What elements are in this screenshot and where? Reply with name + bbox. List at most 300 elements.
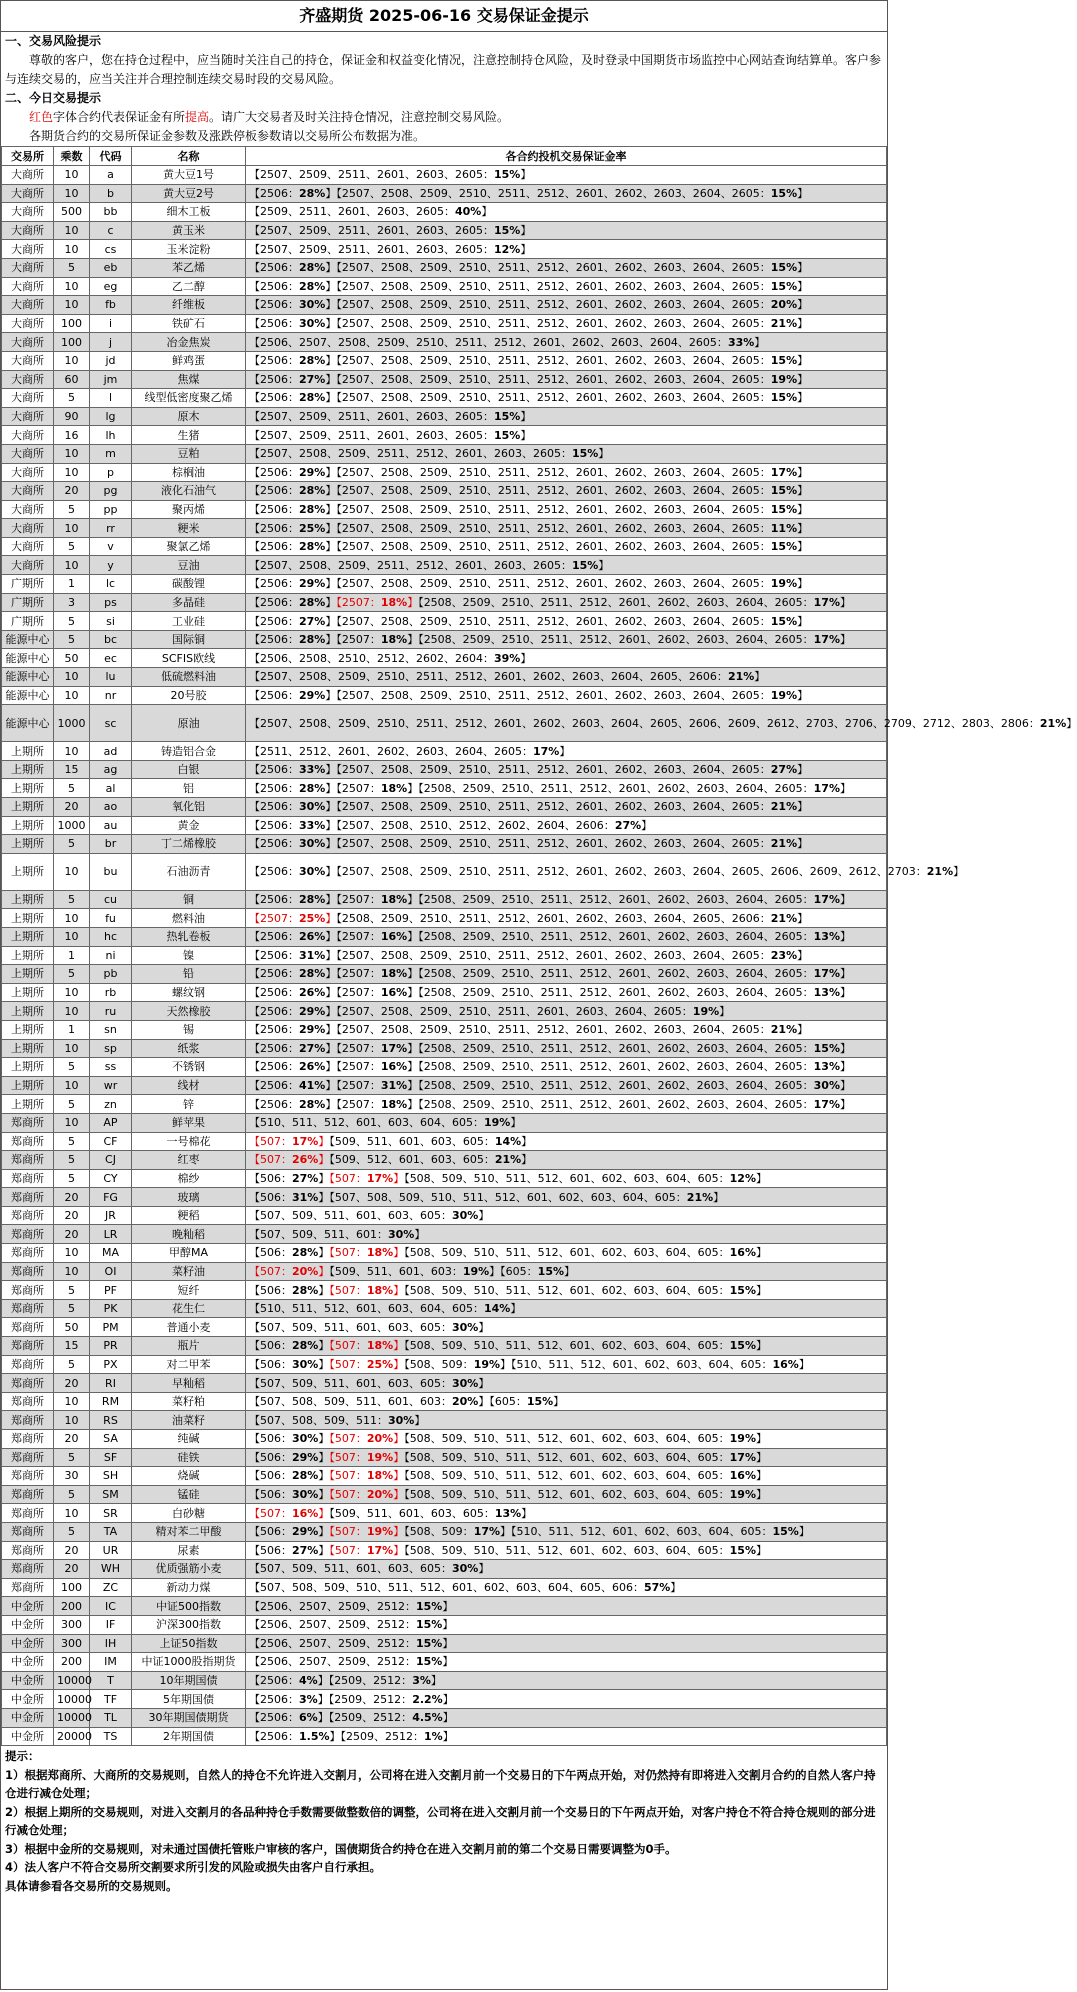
cell-name: 玉米淀粉 — [132, 240, 246, 259]
rate-segment: 【2508、2509、2510、2511、2512、2601、2602、2603、2604、2605：17%】 — [418, 781, 851, 795]
margin-rate-value: 2.2% — [412, 1692, 443, 1706]
contract-months: 2509、2512： — [346, 1729, 425, 1743]
cell-code: jm — [90, 370, 132, 389]
cell-multiplier: 50 — [54, 1318, 90, 1337]
cell-code: TF — [90, 1690, 132, 1709]
cell-name: 中证1000股指期货 — [132, 1653, 246, 1672]
col-header-multiplier: 乘数 — [54, 147, 90, 166]
contract-months: 506： — [260, 1432, 292, 1446]
table-row — [2, 1095, 887, 1114]
cell-margin-rate — [246, 1281, 887, 1300]
margin-rate-value: 13% — [813, 986, 840, 1000]
margin-rate-value: 19% — [366, 1525, 394, 1539]
rate-segment: 【2507：18%】 — [336, 893, 419, 907]
cell-exchange: 大商所 — [2, 463, 54, 482]
table-row — [2, 1597, 887, 1616]
cell-code: RM — [90, 1392, 132, 1411]
rate-segment: 【2506：30%】 — [249, 298, 337, 312]
cell-margin-rate — [246, 1020, 887, 1039]
cell-margin-rate — [246, 351, 887, 370]
cell-name: 纸浆 — [132, 1039, 246, 1058]
cell-multiplier: 10 — [54, 1002, 90, 1021]
margin-rate-value: 15% — [493, 224, 521, 238]
cell-code: IC — [90, 1597, 132, 1616]
cell-margin-rate — [246, 556, 887, 575]
contract-months: 2507： — [260, 911, 299, 925]
margin-rate-value: 28% — [299, 502, 326, 516]
rate-segment: 【2506、2507、2508、2509、2510、2511、2512、2601、2602、2603、2604、2605：33%】 — [249, 335, 766, 349]
rate-segment: 【508、509、510、511、512、601、602、603、604、605：15%】 — [404, 1283, 767, 1297]
contract-months: 2507： — [341, 893, 381, 907]
cell-name: 豆粕 — [132, 444, 246, 463]
table-row — [2, 1299, 887, 1318]
cell-exchange: 中金所 — [2, 1671, 54, 1690]
cell-margin-rate — [246, 1151, 887, 1170]
contract-months: 507、509、511、601、603、605： — [260, 1320, 452, 1334]
contract-months: 508、509、510、511、512、601、602、603、604、605： — [409, 1469, 730, 1483]
contract-months: 508、509、510、511、512、601、602、603、604、605： — [409, 1171, 730, 1185]
table-row — [2, 1392, 887, 1411]
rate-segment: 【2508、2509、2510、2511、2512、2601、2602、2603、2604、2605：13%】 — [418, 930, 851, 944]
margin-rate-value: 28% — [299, 1097, 326, 1111]
rate-segment: 【507、508、509、510、511、512、601、602、603、604、605、606：57%】 — [249, 1581, 682, 1595]
cell-margin-rate — [246, 389, 887, 408]
cell-exchange: 大商所 — [2, 258, 54, 277]
rate-segment: 【605：15%】 — [500, 1264, 576, 1278]
cell-margin-rate — [246, 1522, 887, 1541]
cell-exchange: 郑商所 — [2, 1374, 54, 1393]
rate-segment: 【2507、2509、2511、2601、2603、2605：12%】 — [249, 242, 532, 256]
cell-margin-rate — [246, 1448, 887, 1467]
margin-rate-value: 15% — [415, 1618, 443, 1632]
margin-rate-value: 18% — [380, 595, 408, 609]
rate-segment: 【510、511、512、601、602、603、604、605：15%】 — [511, 1525, 810, 1539]
rate-segment: 【2508、2509、2510、2511、2512、2601、2602、2603、2604、2605：17%】 — [418, 633, 851, 647]
cell-multiplier: 10000 — [54, 1708, 90, 1727]
contract-months: 2506： — [260, 763, 299, 777]
margin-rate-value: 17% — [532, 744, 560, 758]
contract-months: 2507、2508、2509、2511、2512、2601、2603、2605： — [260, 447, 572, 461]
rate-segment: 【2508、2509、2510、2511、2512、2601、2602、2603、2604、2605、2606：21%】 — [336, 911, 809, 925]
table-row — [2, 760, 887, 779]
margin-rate-value: 30% — [813, 1079, 840, 1093]
cell-code: eb — [90, 258, 132, 277]
table-row — [2, 1411, 887, 1430]
contract-months: 507： — [260, 1506, 292, 1520]
cell-exchange: 大商所 — [2, 184, 54, 203]
note-item: 1）根据郑商所、大商所的交易规则，自然人的持仓不允许进入交割月，公司将在进入交割月前一个交易日的下午两点开始，对仍然持有即将进入交割月合约的自然人客户持仓进行减仓处理； — [5, 1767, 876, 1801]
rate-segment: 【2506：33%】 — [249, 818, 337, 832]
rate-segment: 【508、509、510、511、512、601、602、603、604、605：19%】 — [404, 1488, 767, 1502]
margin-rate-value: 15% — [415, 1599, 443, 1613]
cell-multiplier: 5 — [54, 965, 90, 984]
margin-rate-value: 17% — [813, 595, 840, 609]
cell-margin-rate — [246, 1392, 887, 1411]
contract-months: 2508、2509、2510、2511、2512、2601、2602、2603、2604、2605： — [423, 595, 814, 609]
table-row — [2, 258, 887, 277]
table-row — [2, 983, 887, 1002]
cell-exchange: 大商所 — [2, 482, 54, 501]
table-row — [2, 1615, 887, 1634]
rate-segment: 【2509、2512：1%】 — [340, 1729, 454, 1743]
cell-margin-rate — [246, 314, 887, 333]
cell-exchange: 郑商所 — [2, 1411, 54, 1430]
cell-name: 低硫燃料油 — [132, 668, 246, 687]
margin-rate-value: 30% — [451, 1562, 479, 1576]
cell-margin-rate — [246, 296, 887, 315]
cell-name: 黄玉米 — [132, 221, 246, 240]
table-row — [2, 909, 887, 928]
contract-months: 605： — [505, 1264, 538, 1278]
cell-margin-rate — [246, 1504, 887, 1523]
rate-segment: 【2506：30%】 — [249, 317, 337, 331]
margin-rate-value: 28% — [299, 354, 326, 368]
margin-rate-value: 15% — [493, 168, 521, 182]
table-row — [2, 1151, 887, 1170]
margin-rate-value: 25% — [299, 911, 326, 925]
contract-months: 2507、2508、2509、2510、2511、2512、2601、2602、2603、2604、2605： — [341, 465, 771, 479]
cell-name: 沪深300指数 — [132, 1615, 246, 1634]
margin-rate-value: 18% — [380, 967, 408, 981]
table-row — [2, 463, 887, 482]
cell-name: 优质强筋小麦 — [132, 1560, 246, 1579]
contract-months: 2506： — [260, 521, 299, 535]
cell-exchange: 郑商所 — [2, 1560, 54, 1579]
contract-months: 2511、2512、2601、2602、2603、2604、2605： — [260, 744, 533, 758]
rate-segment: 【2506：6%】 — [249, 1711, 329, 1725]
cell-code: si — [90, 612, 132, 631]
margin-rate-value: 16% — [380, 930, 408, 944]
contract-months: 2507： — [341, 967, 381, 981]
cell-exchange: 上期所 — [2, 1039, 54, 1058]
rate-segment: 【2506：28%】 — [249, 502, 337, 516]
contract-months: 507： — [334, 1450, 367, 1464]
cell-code: rr — [90, 519, 132, 538]
cell-margin-rate — [246, 258, 887, 277]
rate-segment: 【507、509、511、601：30%】 — [249, 1227, 426, 1241]
rate-segment: 【2506：28%】 — [249, 595, 337, 609]
contract-months: 2506： — [260, 298, 299, 312]
cell-margin-rate — [246, 1355, 887, 1374]
cell-name: 精对苯二甲酸 — [132, 1522, 246, 1541]
table-row — [2, 407, 887, 426]
contract-months: 2507、2508、2509、2510、2511、2512、2601、2602、2603、2604、2605： — [341, 317, 771, 331]
rate-segment: 【2509、2512：3%】 — [328, 1674, 442, 1688]
margin-rate-value: 15% — [770, 261, 798, 275]
margin-rate-value: 15% — [770, 502, 798, 516]
rate-segment: 【507：19%】 — [329, 1525, 405, 1539]
contract-months: 2507： — [341, 781, 381, 795]
rate-segment: 【2507、2508、2510、2512、2602、2604、2606：27%】 — [336, 818, 653, 832]
rate-segment: 【2506：28%】 — [249, 967, 337, 981]
rate-segment: 【2507、2508、2509、2510、2511、2512、2601、2602、2603、2604、2605：15%】 — [336, 540, 809, 554]
cell-exchange: 能源中心 — [2, 649, 54, 668]
contract-months: 2507、2509、2511、2601、2603、2605： — [260, 242, 494, 256]
cell-exchange: 大商所 — [2, 537, 54, 556]
cell-exchange: 广期所 — [2, 593, 54, 612]
margin-rate-value: 18% — [366, 1246, 394, 1260]
cell-code: RI — [90, 1374, 132, 1393]
margin-rate-value: 28% — [299, 633, 326, 647]
cell-code: ec — [90, 649, 132, 668]
cell-code: ss — [90, 1058, 132, 1077]
cell-name: 菜籽油 — [132, 1262, 246, 1281]
table-row — [2, 1281, 887, 1300]
cell-code: T — [90, 1671, 132, 1690]
cell-margin-rate — [246, 1374, 887, 1393]
rate-segment: 【2507、2509、2511、2601、2603、2605：15%】 — [249, 168, 532, 182]
cell-multiplier: 1000 — [54, 705, 90, 742]
rate-segment: 【2507：18%】 — [336, 967, 419, 981]
margin-rate-value: 39% — [493, 651, 521, 665]
cell-name: 粳稻 — [132, 1206, 246, 1225]
cell-multiplier: 10 — [54, 1244, 90, 1263]
margin-rate-value: 20% — [366, 1488, 394, 1502]
margin-rate-value: 26% — [299, 930, 326, 944]
cell-multiplier: 5 — [54, 835, 90, 854]
margin-rate-value: 27% — [770, 763, 798, 777]
margin-rate-value: 18% — [380, 1097, 408, 1111]
margin-rate-value: 33% — [299, 818, 326, 832]
margin-rate-value: 14% — [483, 1302, 511, 1316]
table-row — [2, 1690, 887, 1709]
margin-rate-value: 27% — [299, 372, 326, 386]
margin-rate-value: 17% — [770, 465, 798, 479]
rate-segment: 【2507、2508、2509、2510、2511、2512、2601、2602、2603、2604、2605：17%】 — [336, 465, 809, 479]
table-row — [2, 649, 887, 668]
cell-code: nr — [90, 686, 132, 705]
contract-months: 507： — [334, 1525, 367, 1539]
margin-rate-value: 17% — [729, 1450, 756, 1464]
today-line-2: 各期货合约的交易所保证金参数及涨跌停板参数请以交易所公布数据为准。 — [29, 129, 426, 143]
table-row — [2, 853, 887, 890]
table-row — [2, 630, 887, 649]
cell-code: TS — [90, 1727, 132, 1746]
table-row — [2, 1244, 887, 1263]
margin-rate-value: 21% — [727, 670, 755, 684]
margin-rate-value: 17% — [813, 633, 840, 647]
rate-segment: 【509、511、601、603：19%】 — [329, 1264, 501, 1278]
contract-months: 509、511、601、603、605： — [334, 1506, 495, 1520]
margin-rate-value: 26% — [292, 1153, 319, 1167]
cell-exchange: 中金所 — [2, 1690, 54, 1709]
risk-section — [1, 32, 887, 89]
cell-multiplier: 60 — [54, 370, 90, 389]
contract-months: 507、509、511、601： — [260, 1227, 388, 1241]
cell-name: 30年期国债期货 — [132, 1708, 246, 1727]
cell-multiplier: 10 — [54, 853, 90, 890]
contract-months: 2507、2508、2509、2510、2511、2512、2601、2602、2603、2604、2605： — [341, 948, 771, 962]
cell-exchange: 大商所 — [2, 221, 54, 240]
contract-months: 2506： — [260, 484, 299, 498]
cell-multiplier: 20 — [54, 482, 90, 501]
contract-months: 2507、2508、2509、2510、2511、2512、2601、2602、2603、2604、2605： — [341, 391, 771, 405]
cell-code: lu — [90, 668, 132, 687]
table-row — [2, 556, 887, 575]
cell-multiplier: 10000 — [54, 1671, 90, 1690]
cell-margin-rate — [246, 1690, 887, 1709]
cell-exchange: 郑商所 — [2, 1281, 54, 1300]
contract-months: 508、509、510、511、512、601、602、603、604、605： — [409, 1450, 730, 1464]
table-row — [2, 779, 887, 798]
rate-segment: 【2507、2509、2511、2601、2603、2605：15%】 — [249, 428, 532, 442]
cell-code: JR — [90, 1206, 132, 1225]
cell-code: OI — [90, 1262, 132, 1281]
contract-months: 2506： — [260, 986, 299, 1000]
contract-months: 508、509、510、511、512、601、602、603、604、605： — [409, 1432, 730, 1446]
cell-code: ni — [90, 946, 132, 965]
cell-exchange: 中金所 — [2, 1727, 54, 1746]
margin-rate-value: 12% — [729, 1171, 756, 1185]
cell-name: 花生仁 — [132, 1299, 246, 1318]
cell-name: 红枣 — [132, 1151, 246, 1170]
contract-months: 2507： — [341, 1079, 381, 1093]
cell-exchange: 上期所 — [2, 946, 54, 965]
cell-multiplier: 5 — [54, 630, 90, 649]
rate-segment: 【2507、2508、2509、2510、2511、2512、2601、2602、2603、2604、2605：15%】 — [336, 186, 809, 200]
cell-multiplier: 10 — [54, 1262, 90, 1281]
contract-months: 506： — [260, 1339, 292, 1353]
margin-rate-value: 29% — [299, 577, 326, 591]
table-row — [2, 816, 887, 835]
margin-rate-value: 17% — [380, 1041, 408, 1055]
margin-rate-value: 16% — [292, 1506, 319, 1520]
rate-segment: 【507、509、511、601、603、605：30%】 — [249, 1320, 490, 1334]
rate-segment: 【2508、2509、2510、2511、2512、2601、2602、2603、2604、2605：17%】 — [418, 1097, 851, 1111]
cell-multiplier: 300 — [54, 1615, 90, 1634]
table-row — [2, 1485, 887, 1504]
cell-code: IH — [90, 1634, 132, 1653]
table-row — [2, 1206, 887, 1225]
cell-margin-rate — [246, 779, 887, 798]
cell-exchange: 上期所 — [2, 927, 54, 946]
margin-rate-value: 28% — [292, 1246, 319, 1260]
margin-rate-value: 28% — [299, 893, 326, 907]
cell-name: 甲醇MA — [132, 1244, 246, 1263]
cell-name: 螺纹钢 — [132, 983, 246, 1002]
cell-exchange: 郑商所 — [2, 1113, 54, 1132]
cell-code: AP — [90, 1113, 132, 1132]
contract-months: 2506： — [260, 1674, 299, 1688]
cell-margin-rate — [246, 946, 887, 965]
contract-months: 2507、2508、2509、2510、2511、2512、2601、2602、2603、2604、2605： — [341, 1023, 771, 1037]
table-row — [2, 1020, 887, 1039]
margin-rate-value: 1% — [424, 1729, 443, 1743]
cell-margin-rate — [246, 816, 887, 835]
margin-rate-value: 28% — [292, 1339, 319, 1353]
margin-rate-value: 30% — [292, 1432, 319, 1446]
margin-rate-value: 33% — [727, 335, 755, 349]
rate-segment: 【2506：26%】 — [249, 1060, 337, 1074]
rate-segment: 【507、509、511、601、603、605：30%】 — [249, 1376, 490, 1390]
cell-name: 镍 — [132, 946, 246, 965]
contract-months: 2507、2508、2509、2511、2512、2601、2603、2605： — [260, 558, 572, 572]
cell-margin-rate — [246, 482, 887, 501]
table-row — [2, 296, 887, 315]
cell-name: 黄大豆2号 — [132, 184, 246, 203]
contract-months: 2506： — [260, 818, 299, 832]
cell-name: 生猪 — [132, 426, 246, 445]
margin-rate-value: 19% — [770, 372, 798, 386]
margin-rate-value: 30% — [299, 298, 326, 312]
cell-name: 工业硅 — [132, 612, 246, 631]
contract-months: 2507、2508、2509、2510、2511、2512、2601、2602、2603、2604、2605： — [341, 354, 771, 368]
contract-months: 2508、2509、2510、2511、2512、2601、2602、2603、2604、2605： — [423, 1041, 814, 1055]
cell-margin-rate — [246, 1113, 887, 1132]
contract-months: 2506： — [260, 261, 299, 275]
contract-months: 508、509、510、511、512、601、602、603、604、605： — [409, 1283, 730, 1297]
table-row — [2, 593, 887, 612]
cell-name: 10年期国债 — [132, 1671, 246, 1690]
cell-multiplier: 5 — [54, 1355, 90, 1374]
cell-margin-rate — [246, 593, 887, 612]
contract-months: 2509、2512： — [334, 1674, 413, 1688]
cell-multiplier: 5 — [54, 258, 90, 277]
margin-rate-value: 19% — [483, 1116, 511, 1130]
cell-margin-rate — [246, 1039, 887, 1058]
cell-margin-rate — [246, 575, 887, 594]
margin-rate-value: 41% — [299, 1079, 326, 1093]
cell-exchange: 大商所 — [2, 240, 54, 259]
cell-margin-rate — [246, 612, 887, 631]
rate-segment: 【2507、2508、2509、2511、2512、2601、2603、2605：15%】 — [249, 447, 610, 461]
cell-exchange: 上期所 — [2, 1002, 54, 1021]
cell-code: ZC — [90, 1578, 132, 1597]
rate-segment: 【506：27%】 — [249, 1171, 330, 1185]
cell-exchange: 大商所 — [2, 370, 54, 389]
contract-months: 508、509： — [409, 1357, 474, 1371]
cell-exchange: 郑商所 — [2, 1430, 54, 1449]
rate-segment: 【507：20%】 — [329, 1432, 405, 1446]
cell-exchange: 郑商所 — [2, 1299, 54, 1318]
table-row — [2, 798, 887, 817]
cell-name: 苯乙烯 — [132, 258, 246, 277]
cell-name: 对二甲苯 — [132, 1355, 246, 1374]
rate-segment: 【2507、2508、2509、2510、2511、2512、2601、2602、2603、2604、2605：15%】 — [336, 391, 809, 405]
cell-name: SCFIS欧线 — [132, 649, 246, 668]
cell-margin-rate — [246, 277, 887, 296]
rate-segment: 【2506：25%】 — [249, 521, 337, 535]
rate-segment: 【2506：28%】 — [249, 540, 337, 554]
contract-months: 2507、2509、2511、2601、2603、2605： — [260, 410, 494, 424]
margin-rate-value: 15% — [770, 540, 798, 554]
rate-segment: 【2507、2508、2509、2510、2511、2512、2601、2602、2603、2604、2605：19%】 — [336, 688, 809, 702]
cell-margin-rate — [246, 649, 887, 668]
cell-exchange: 上期所 — [2, 760, 54, 779]
cell-code: CY — [90, 1169, 132, 1188]
raised-keyword: 提高 — [185, 110, 210, 124]
rate-segment: 【508、509、510、511、512、601、602、603、604、605：16%】 — [404, 1469, 767, 1483]
contract-months: 2507、2508、2509、2510、2511、2512、2601、2602、2603、2604、2605、2606、2609、2612、2703： — [341, 865, 927, 879]
table-row — [2, 668, 887, 687]
rate-segment: 【2508、2509、2510、2511、2512、2601、2602、2603、2604、2605：17%】 — [418, 595, 851, 609]
contract-months: 2508、2509、2510、2511、2512、2601、2602、2603、2604、2605： — [423, 893, 814, 907]
table-header-row — [2, 147, 887, 166]
cell-margin-rate — [246, 1597, 887, 1616]
cell-name: 粳米 — [132, 519, 246, 538]
cell-multiplier: 3 — [54, 593, 90, 612]
contract-months: 2507： — [341, 930, 381, 944]
margin-rate-value: 3% — [299, 1692, 318, 1706]
rate-segment: 【2506：28%】 — [249, 633, 337, 647]
cell-exchange: 大商所 — [2, 333, 54, 352]
rate-segment: 【507、508、509、511、601、603：20%】 — [249, 1395, 490, 1409]
contract-months: 2507、2508、2509、2510、2511、2512、2601、2602、2603、2604、2605： — [341, 279, 771, 293]
contract-months: 506： — [260, 1525, 292, 1539]
cell-code: IM — [90, 1653, 132, 1672]
margin-rate-value: 17% — [366, 1171, 394, 1185]
contract-months: 2507、2508、2509、2510、2511、2512、2601、2602、2603、2604、2605： — [341, 540, 771, 554]
